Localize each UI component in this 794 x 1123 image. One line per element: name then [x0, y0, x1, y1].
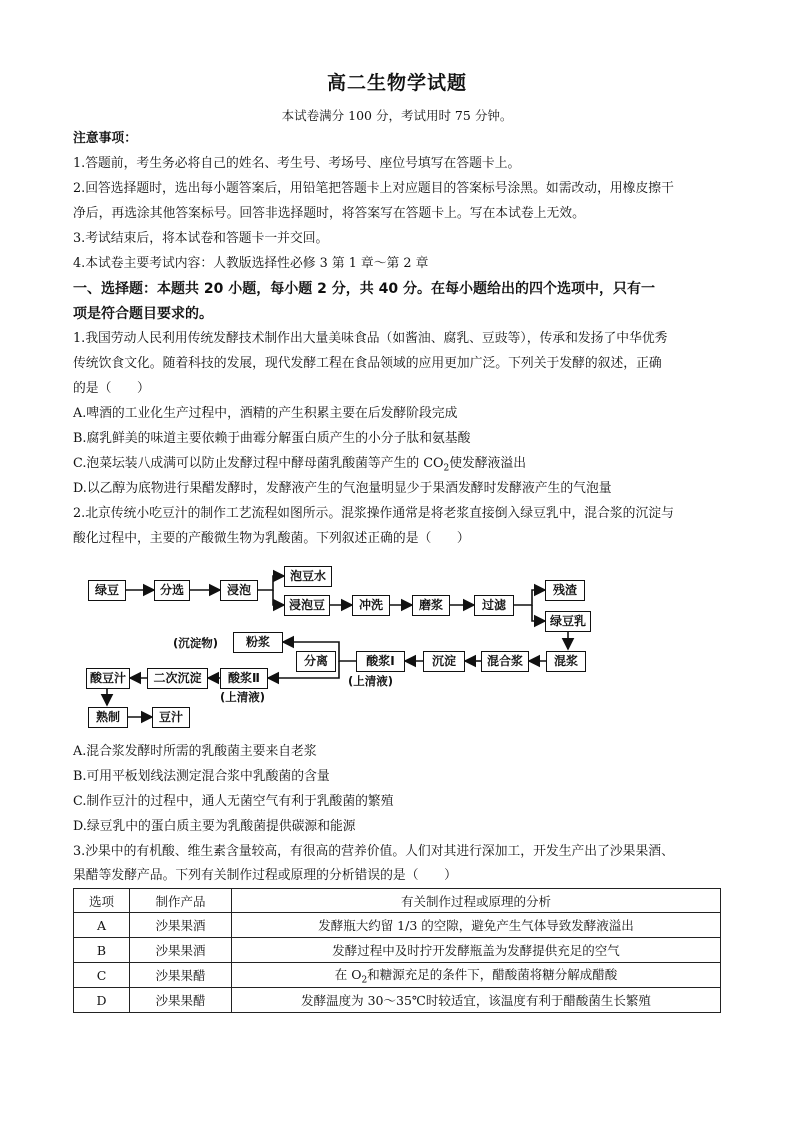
flow-box-soaking: 浸泡	[220, 580, 258, 601]
q1-option-c: C.泡菜坛装八成满可以防止发酵过程中酵母菌乳酸菌等产生的 $CO_2$使发酵液溢出	[73, 456, 526, 474]
notice-item: 净后，再选涂其他答案标号。回答非选择题时，将答案写在答题卡上。写在本试卷上无效。	[73, 206, 585, 221]
q1-stem: 传统饮食文化。随着科技的发展，现代发酵工程在食品领域的应用更加广泛。下列关于发酵的叙述，正确	[73, 356, 662, 371]
table-row	[74, 913, 721, 938]
q1-option-a: A.啤酒的工业化生产过程中，酒精的产生积累主要在后发酵阶段完成	[73, 406, 458, 421]
flow-box-grinding: 磨浆	[412, 595, 450, 616]
q2-option-d: D.绿豆乳中的蛋白质主要为乳酸菌提供碳源和能源	[73, 819, 356, 834]
q3-stem: 果醋等发酵产品。下列有关制作过程或原理的分析错误的是（ ）	[73, 868, 457, 883]
flow-box-mung-milk: 绿豆乳	[545, 611, 591, 632]
q2-stem: 酸化过程中，主要的产酸微生物为乳酸菌。下列叙述正确的是（ ）	[73, 531, 470, 546]
notice-item: 3.考试结束后，将本试卷和答题卡一并交回。	[73, 231, 329, 246]
table-header: 制作产品	[130, 889, 232, 913]
flow-box-mixed-slurry: 混合浆	[481, 651, 529, 672]
flow-box-sedimentation: 沉淀	[423, 651, 465, 672]
table-header-row	[74, 889, 721, 913]
flow-box-residue: 残渣	[545, 580, 585, 601]
q1-option-b: B.腐乳鲜美的味道主要依赖于曲霉分解蛋白质产生的小分子肽和氨基酸	[73, 431, 471, 446]
table-header: 有关制作过程或原理的分析	[232, 889, 721, 913]
flow-box-soak-water: 泡豆水	[284, 566, 332, 587]
table-cell: 发酵瓶大约留 1/3 的空隙，避免产生气体导致发酵液溢出	[232, 913, 721, 938]
table-cell: 沙果果醋	[130, 988, 232, 1013]
flowchart	[80, 565, 720, 737]
q2-option-a: A.混合浆发酵时所需的乳酸菌主要来自老浆	[73, 744, 317, 759]
section-heading: 项是符合题目要求的。	[73, 306, 213, 322]
table-cell: A	[74, 913, 130, 938]
q1-stem: 的是（ ）	[73, 381, 150, 396]
table-cell: 沙果果酒	[130, 938, 232, 963]
flow-box-mixing: 混浆	[546, 651, 586, 672]
q2-option-c: C.制作豆汁的过程中，通人无菌空气有利于乳酸菌的繁殖	[73, 794, 394, 809]
flow-box-douzhi: 豆汁	[152, 707, 190, 728]
flow-note-supernatant: (上清液)	[348, 674, 394, 688]
q1-option-d: D.以乙醇为底物进行果醋发酵时，发酵液产生的气泡量明显少于果酒发酵时发酵液产生的气泡量	[73, 481, 612, 496]
page-title: 高二生物学试题	[326, 72, 467, 94]
q3-table	[73, 888, 721, 1013]
flow-box-sour-slurry-2: 酸浆Ⅱ	[220, 668, 268, 689]
section-heading: 一、选择题：本题共 20 小题，每小题 2 分，共 40 分。在每小题给出的四个选项中，只有一	[73, 281, 655, 297]
q3-stem: 3.沙果中的有机酸、维生素含量较高，有很高的营养价值。人们对其进行深加工，开发生产出了沙果果酒、	[73, 844, 674, 859]
notice-item: 1.答题前，考生务必将自己的姓名、考生号、考场号、座位号填写在答题卡上。	[73, 156, 521, 171]
flow-box-sour-douzhi: 酸豆汁	[86, 668, 130, 689]
notice-item: 2.回答选择题时，选出每小题答案后，用铅笔把答题卡上对应题目的答案标号涂黑。如需改动，用橡皮擦干	[73, 181, 674, 196]
table-cell: D	[74, 988, 130, 1013]
table-row	[74, 988, 721, 1013]
flow-box-cooking: 熟制	[88, 707, 128, 728]
table-cell: 沙果果醋	[130, 963, 232, 988]
flow-box-rinsing: 冲洗	[352, 595, 390, 616]
q1-stem: 1.我国劳动人民利用传统发酵技术制作出大量美味食品（如酱油、腐乳、豆豉等），传承和发扬了中华优秀	[73, 331, 668, 346]
flow-box-soaked-beans: 浸泡豆	[284, 595, 330, 616]
table-cell: C	[74, 963, 130, 988]
flow-box-separation: 分离	[296, 651, 336, 672]
flow-note-sediment: (沉淀物)	[173, 636, 219, 650]
table-row	[74, 938, 721, 963]
table-header: 选项	[74, 889, 130, 913]
flow-box-starch-slurry: 粉浆	[233, 632, 283, 653]
table-cell: 发酵温度为 30～35℃时较适宜，该温度有利于醋酸菌生长繁殖	[232, 988, 721, 1013]
flow-box-second-sedimentation: 二次沉淀	[147, 668, 208, 689]
flow-box-sour-slurry-1: 酸浆Ⅰ	[356, 651, 405, 672]
table-cell: 发酵过程中及时拧开发酵瓶盖为发酵提供充足的空气	[232, 938, 721, 963]
q2-stem: 2.北京传统小吃豆汁的制作工艺流程如图所示。混浆操作通常是将老浆直接倒入绿豆乳中，混合浆的沉淀与	[73, 506, 674, 521]
notice-item: 4.本试卷主要考试内容：人教版选择性必修 3 第 1 章～第 2 章	[73, 256, 429, 271]
page-subtitle: 本试卷满分 100 分，考试用时 75 分钟。	[281, 108, 513, 123]
table-cell: 沙果果酒	[130, 913, 232, 938]
q2-option-b: B.可用平板划线法测定混合浆中乳酸菌的含量	[73, 769, 330, 784]
flow-note-supernatant: (上清液)	[220, 690, 266, 704]
flow-box-sorting: 分选	[154, 580, 190, 601]
flow-box-mung-bean: 绿豆	[88, 580, 126, 601]
flow-box-filtering: 过滤	[474, 595, 514, 616]
table-row	[74, 963, 721, 988]
table-cell: 在 $O_2$和糖源充足的条件下，醋酸菌将糖分解成醋酸	[232, 963, 721, 988]
notice-heading: 注意事项：	[73, 131, 137, 146]
table-cell: B	[74, 938, 130, 963]
